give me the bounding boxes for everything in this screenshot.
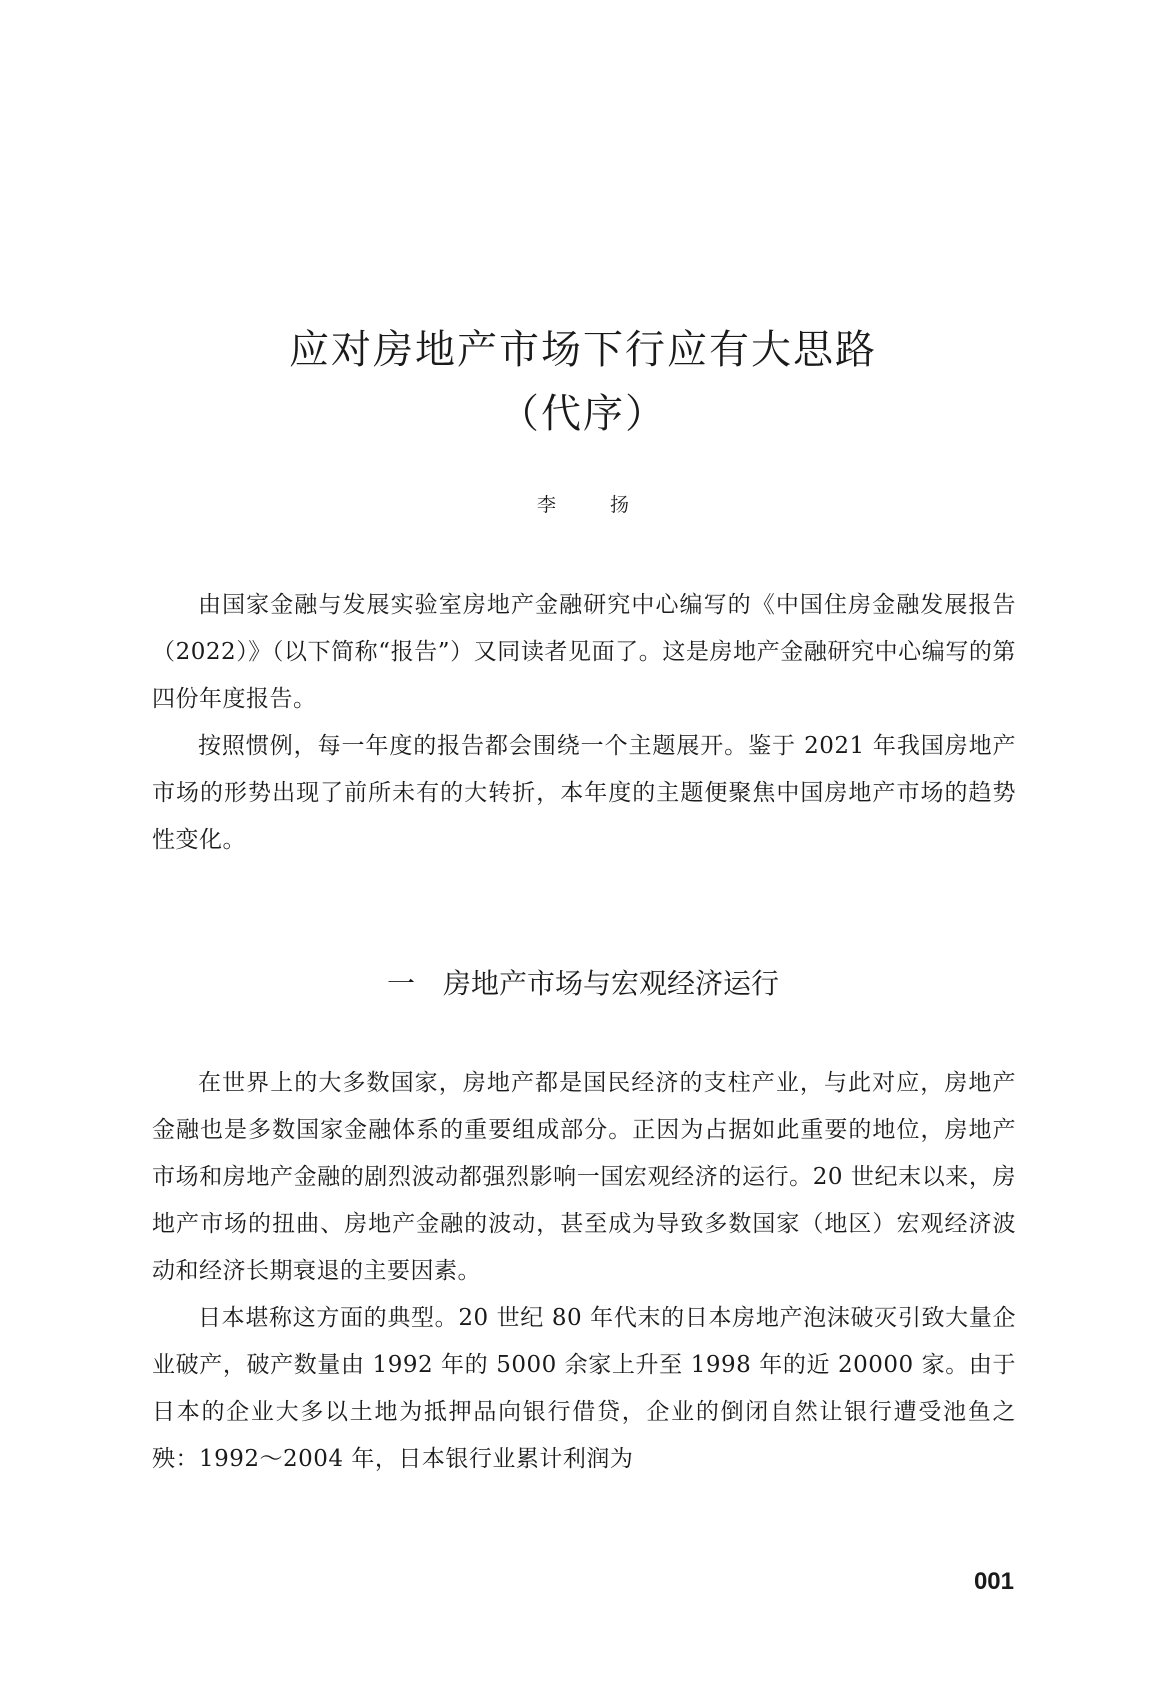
intro-paragraph-1: 由国家金融与发展实验室房地产金融研究中心编写的《中国住房金融发展报告（2022）》（以下简称“报告”）又同读者见面了。这是房地产金融研究中心编写的第四份年度报告。: [152, 592, 1016, 712]
chapter-title: [0, 318, 1166, 446]
section-paragraph-2: 日本堪称这方面的典型。20 世纪 80 年代末的日本房地产泡沫破灭引致大量企业破产，破产数量由 1992 年的 5000 余家上升至 1998 年的近 20000 家。由于日本的企业大多以土地为抵押品向银行借贷，企业的倒闭自然让银行遭受池鱼之殃：1992～2004 年，日本银行业累计利润为: [152, 1305, 1016, 1472]
page-number: 001: [973, 1568, 1014, 1595]
section-title: 房地产市场与宏观经济运行: [443, 967, 780, 1000]
intro-body: [152, 582, 1016, 864]
section-paragraph-1: 在世界上的大多数国家，房地产都是国民经济的支柱产业，与此对应，房地产金融也是多数国家金融体系的重要组成部分。正因为占据如此重要的地位，房地产市场和房地产金融的剧烈波动都强烈影响一国宏观经济的运行。20 世纪末以来，房地产市场的扭曲、房地产金融的波动，甚至成为导致多数国家（地区）宏观经济波动和经济长期衰退的主要因素。: [152, 1070, 1016, 1284]
author-name: 李 扬: [536, 494, 654, 516]
intro-paragraph-2: 按照惯例，每一年度的报告都会围绕一个主题展开。鉴于 2021 年我国房地产市场的形势出现了前所未有的大转折，本年度的主题便聚焦中国房地产市场的趋势性变化。: [152, 733, 1016, 853]
title-line-2: （代序）: [499, 391, 667, 437]
section-body: [152, 1060, 1016, 1483]
section-number: 一: [386, 967, 415, 1000]
title-line-1: 应对房地产市场下行应有大思路: [289, 327, 877, 373]
section-heading: [0, 962, 1166, 1002]
